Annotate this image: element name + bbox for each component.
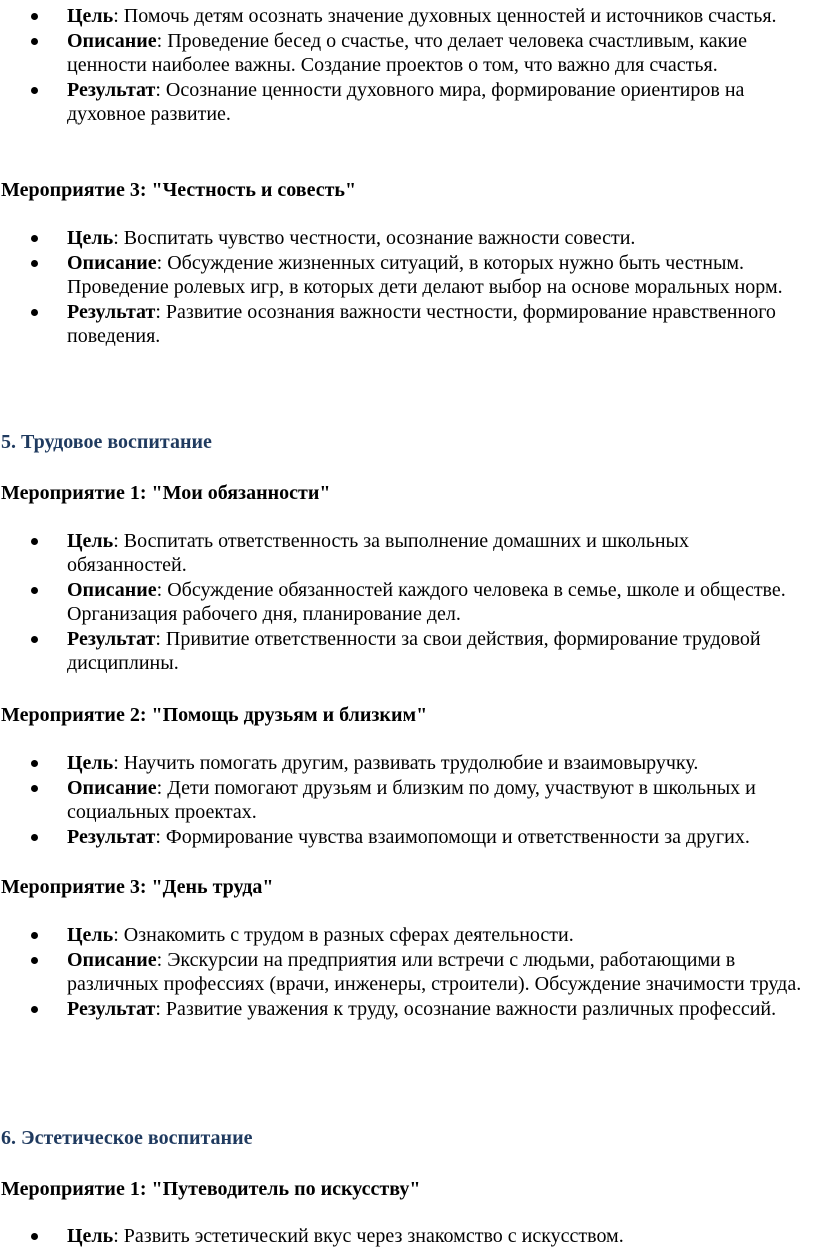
bullet-icon (31, 587, 38, 594)
item-term: Результат (67, 301, 156, 323)
list-item (0, 251, 816, 299)
item-text: : Научить помогать другим, развивать трудолюбие и взаимовыручку. (113, 752, 699, 774)
item-term: Описание (67, 30, 157, 52)
list-item (0, 300, 816, 348)
event-heading: Мероприятие 3: "День труда" (1, 876, 274, 898)
item-text: : Проведение бесед о счастье, что делает человека счастливым, какие ценности наиболее важны. Создание проектов о том, что важно для счастья. (67, 30, 747, 76)
section-heading: 6. Эстетическое воспитание (1, 1127, 253, 1149)
item-term: Описание (67, 252, 157, 274)
item-text: : Воспитать чувство честности, осознание важности совести. (113, 227, 636, 249)
item-text: : Развить эстетический вкус через знакомство с искусством. (113, 1225, 624, 1247)
bullet-list (0, 4, 816, 126)
list-item (0, 4, 816, 28)
bullet-list (0, 1224, 816, 1248)
item-text: : Развитие осознания важности честности, формирование нравственного поведения. (67, 301, 776, 347)
list-item (0, 948, 816, 996)
list-item (0, 997, 816, 1021)
item-text: : Осознание ценности духовного мира, формирование ориентиров на духовное развитие. (67, 79, 745, 125)
bullet-icon (31, 87, 38, 94)
bullet-list (0, 923, 816, 1021)
bullet-icon (31, 538, 38, 545)
item-text: : Экскурсии на предприятия или встречи с людьми, работающими в различных профессиях (врачи, инженеры, строители). Обсуждение значимости труда. (67, 949, 802, 995)
item-term: Цель (67, 227, 114, 249)
list-item (0, 78, 816, 126)
event-heading: Мероприятие 3: "Честность и совесть" (1, 179, 357, 201)
item-term: Результат (67, 826, 156, 848)
event-heading: Мероприятие 1: "Мои обязанности" (1, 482, 331, 504)
list-item (0, 578, 816, 626)
item-term: Цель (67, 1225, 114, 1247)
bullet-icon (31, 1006, 38, 1013)
item-term: Результат (67, 79, 156, 101)
list-item (0, 226, 816, 250)
bullet-list (0, 529, 816, 675)
item-term: Результат (67, 628, 156, 650)
bullet-icon (31, 235, 38, 242)
item-term: Описание (67, 777, 157, 799)
list-item (0, 923, 816, 947)
item-term: Описание (67, 949, 157, 971)
item-text: : Помочь детям осознать значение духовных ценностей и источников счастья. (113, 5, 777, 27)
item-term: Результат (67, 998, 156, 1020)
bullet-icon (31, 834, 38, 841)
bullet-icon (31, 1233, 38, 1240)
item-text: : Ознакомить с трудом в разных сферах деятельности. (113, 924, 574, 946)
list-item (0, 29, 816, 77)
bullet-icon (31, 309, 38, 316)
bullet-icon (31, 957, 38, 964)
item-term: Описание (67, 579, 157, 601)
list-item (0, 627, 816, 675)
item-text: : Воспитать ответственность за выполнение домашних и школьных обязанностей. (67, 530, 689, 576)
list-item (0, 529, 816, 577)
bullet-icon (31, 785, 38, 792)
list-item (0, 776, 816, 824)
list-item (0, 825, 816, 849)
item-text: : Дети помогают друзьям и близким по дому, участвуют в школьных и социальных проектах. (67, 777, 756, 823)
event-heading: Мероприятие 2: "Помощь друзьям и близким" (1, 704, 428, 726)
item-text: : Обсуждение жизненных ситуаций, в которых нужно быть честным. Проведение ролевых игр, в которых дети делают выбор на основе моральных норм. (67, 252, 783, 298)
item-term: Цель (67, 530, 114, 552)
item-text: : Обсуждение обязанностей каждого человека в семье, школе и обществе. Организация рабочего дня, планирование дел. (67, 579, 786, 625)
bullet-icon (31, 932, 38, 939)
section-heading: 5. Трудовое воспитание (1, 431, 212, 453)
item-text: : Формирование чувства взаимопомощи и ответственности за других. (155, 826, 750, 848)
bullet-icon (31, 13, 38, 20)
item-term: Цель (67, 5, 114, 27)
bullet-list (0, 751, 816, 849)
item-term: Цель (67, 924, 114, 946)
bullet-icon (31, 38, 38, 45)
bullet-icon (31, 260, 38, 267)
list-item (0, 751, 816, 775)
item-text: : Развитие уважения к труду, осознание важности различных профессий. (155, 998, 777, 1020)
bullet-list (0, 226, 816, 348)
bullet-icon (31, 636, 38, 643)
bullet-icon (31, 760, 38, 767)
list-item (0, 1224, 816, 1248)
event-heading: Мероприятие 1: "Путеводитель по искусству" (1, 1178, 421, 1200)
item-text: : Привитие ответственности за свои действия, формирование трудовой дисциплины. (67, 628, 761, 674)
item-term: Цель (67, 752, 114, 774)
